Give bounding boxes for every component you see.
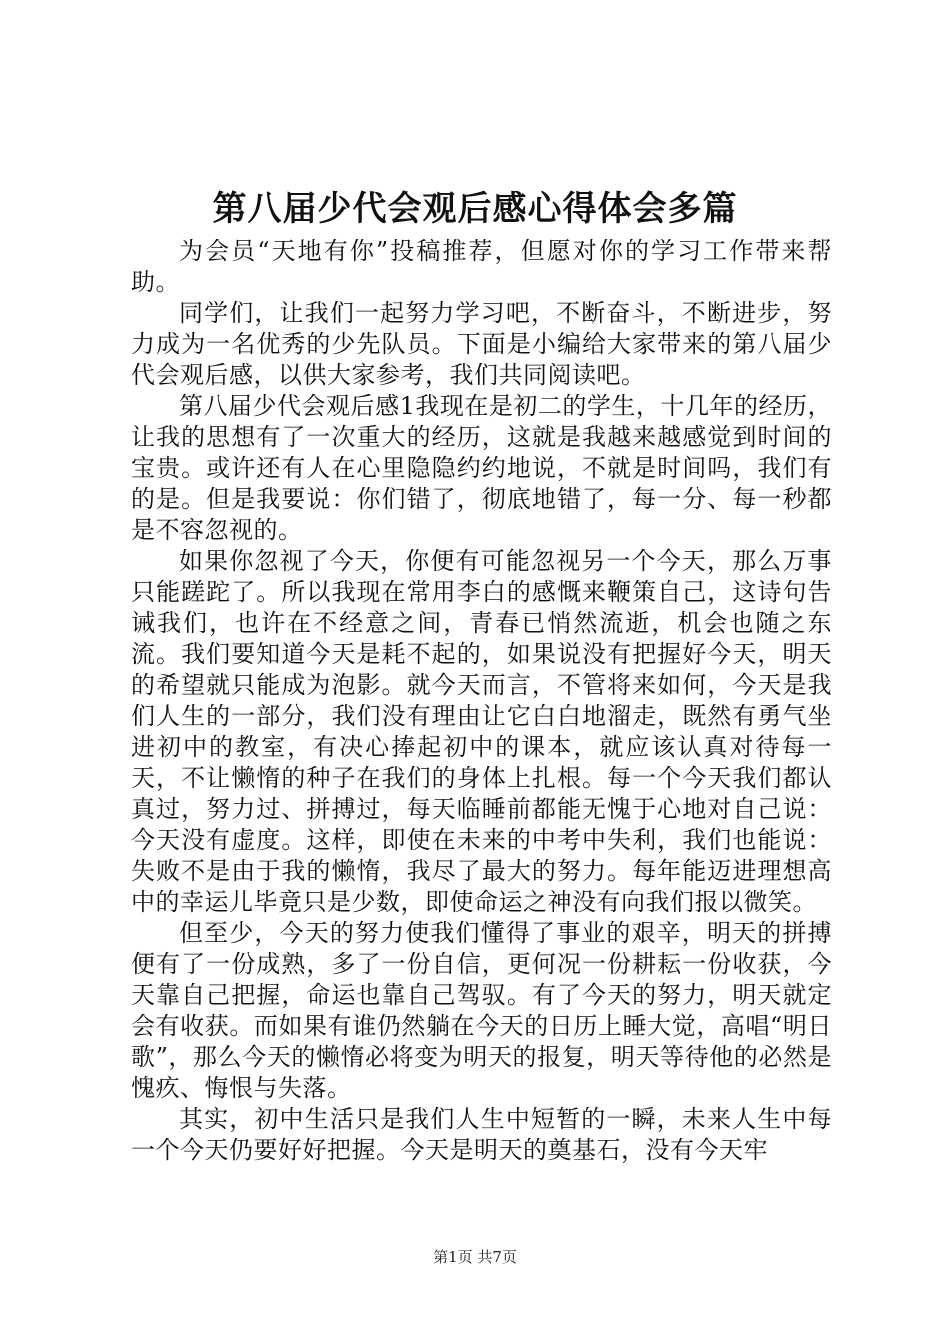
paragraph-3: 如果你忽视了今天，你便有可能忽视另一个今天，那么万事只能蹉跎了。所以我现在常用李白的感慨来鞭策自己，这诗句告诫我们，也许在不经意之间，青春已悄然流逝，机会也随之东流。我们要知道今天是耗不起的，如果说没有把握好今天，明天的希望就只能成为泡影。就今天而言，不管将来如何，今天是我们人生的一部分，我们没有理由让它白白地溜走，既然有勇气坐进初中的教室，有决心捧起初中的课本，就应该认真对待每一天，不让懒惰的种子在我们的身体上扎根。每一个今天我们都认真过，努力过、拼搏过，每天临睡前都能无愧于心地对自己说：今天没有虚度。这样，即使在未来的中考中失利，我们也能说：失败不是由于我的懒惰，我尽了最大的努力。每年能迈进理想高中的幸运儿毕竟只是少数，即使命运之神没有向我们报以微笑。: [131, 547, 832, 916]
paragraph-intro: 为会员“天地有你”投稿推荐，但愿对你的学习工作带来帮助。: [131, 237, 832, 296]
paragraph-2: 第八届少代会观后感1我现在是初二的学生，十几年的经历，让我的思想有了一次重大的经历，这就是我越来越感觉到时间的宝贵。或许还有人在心里隐隐约约地说，不就是时间吗，我们有的是。但是我要说：你们错了，彻底地错了，每一分、每一秒都是不容忽视的。: [131, 392, 832, 544]
page-number-footer: 第1页 共7页: [433, 1248, 517, 1266]
paragraph-5: 其实，初中生活只是我们人生中短暂的一瞬，未来人生中每一个今天仍要好好把握。今天是明天的奠基石，没有今天牢: [131, 1105, 832, 1164]
paragraph-1: 同学们，让我们一起努力学习吧，不断奋斗，不断进步，努力成为一名优秀的少先队员。下面是小编给大家带来的第八届少代会观后感，以供大家参考，我们共同阅读吧。: [131, 299, 832, 389]
document-title: 第八届少代会观后感心得体会多篇: [212, 189, 738, 229]
document-body: [131, 236, 832, 1166]
paragraph-4: 但至少，今天的努力使我们懂得了事业的艰辛，明天的拼搏便有了一份成熟，多了一份自信，更何况一份耕耘一份收获，今天靠自己把握，命运也靠自己驾驭。有了今天的努力，明天就定会有收获。而如果有谁仍然躺在今天的日历上睡大觉，高唱“明日歌”，那么今天的懒惰必将变为明天的报复，明天等待他的必然是愧疚、悔恨与失落。: [131, 919, 832, 1102]
